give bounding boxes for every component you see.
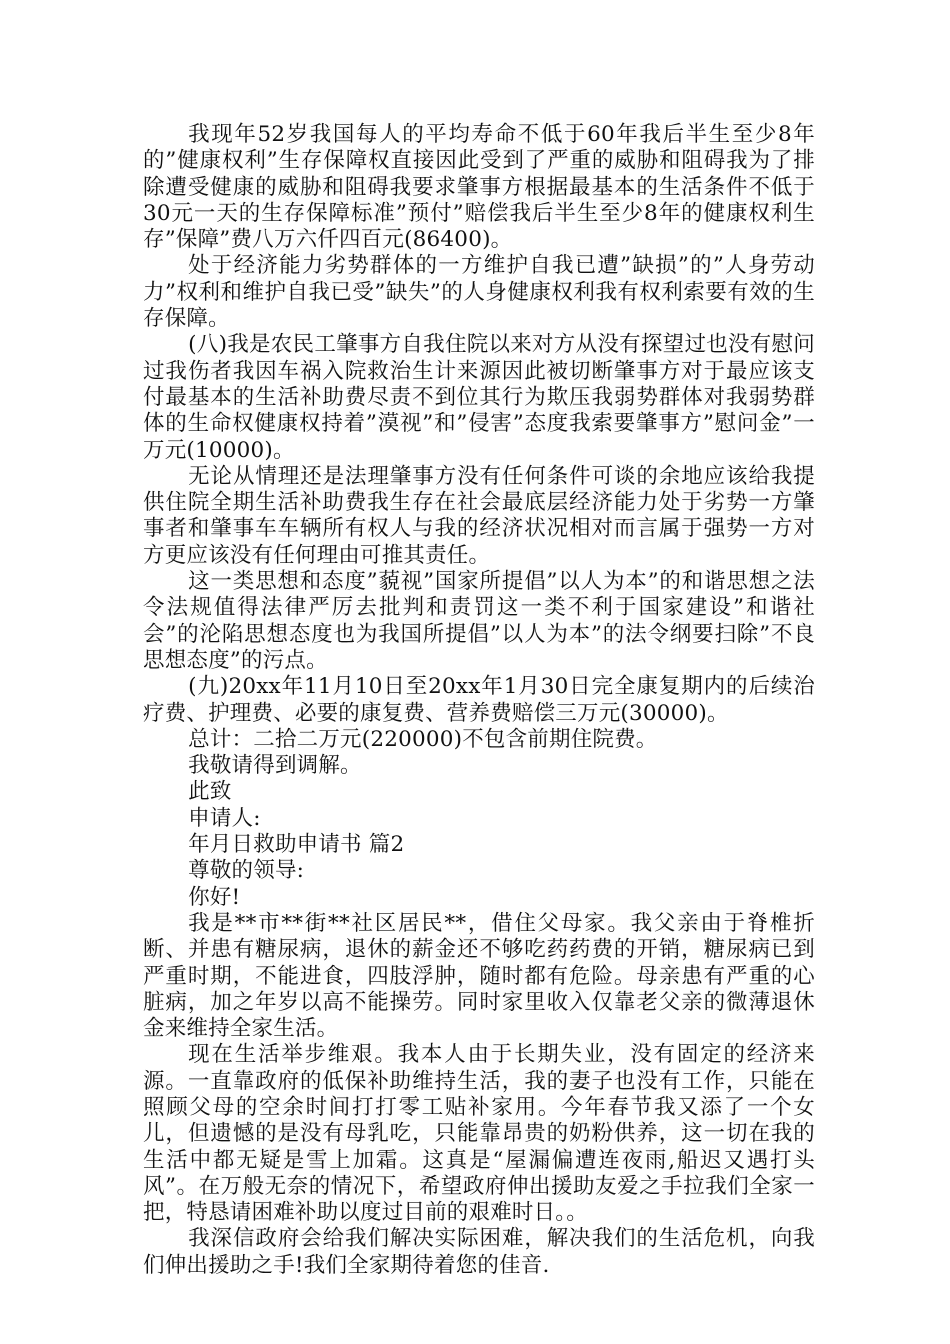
paragraph-item-8: (八)我是农民工肇事方自我住院以来对方从没有探望过也没有慰问过我伤者我因车祸入院救治生计来源因此被切断肇事方对于最应该支付最基本的生活补助费尽责不到位其行为欺压我弱势群体对我弱势群体的生命权健康权持着”漠视”和”侵害”态度我索要肇事方”慰问金”一万元(10000)。 (143, 332, 815, 463)
closing-salutation: 此致 (188, 779, 232, 805)
paragraph-survival-guarantee: 处于经济能力劣势群体的一方维护自我已遭”缺损”的”人身劳动力”权利和维护自我已受”缺失”的人身健康权利我有权利索要有效的生存保障。 (143, 253, 815, 332)
total-line: 总计：二拾二万元(220000)不包含前期住院费。 (188, 726, 658, 752)
paragraph-life-expectancy: 我现年52岁我国每人的平均寿命不低于60年我后半生至少8年的”健康权利”生存保障权直接因此受到了严重的威胁和阻碍我为了排除遭受健康的威胁和阻碍我要求肇事方根据最基本的生活条件不低于30元一天的生存保障标准”预付”赔偿我后半生至少8年的健康权利生存”保障”费八万六仟四百元(86400)。 (143, 122, 815, 253)
document-body (143, 122, 815, 1279)
section-heading-2: 年月日救助申请书 篇2 (188, 832, 405, 858)
paragraph-living-hardship: 现在生活举步维艰。我本人由于长期失业，没有固定的经济来源。一直靠政府的低保补助维持生活，我的妻子也没有工作，只能在照顾父母的空余时间打打零工贴补家用。今年春节我又添了一个女儿，但遗憾的是没有母乳吃，只能靠昂贵的奶粉供养，这一切在我的生活中都无疑是雪上加霜。这真是“屋漏偏遭连夜雨,船迟又遇打头风”。在万般无奈的情况下，希望政府伸出援助友爱之手拉我们全家一把，特恳请困难补助以度过目前的艰难时日。。 (143, 1042, 815, 1226)
mediation-request-line: 我敬请得到调解。 (188, 753, 362, 779)
applicant-label: 申请人: (188, 805, 261, 831)
paragraph-closing-hope: 我深信政府会给我们解决实际困难，解决我们的生活危机，向我们伸出援助之手!我们全家期待着您的佳音. (143, 1226, 815, 1278)
paragraph-family-situation: 我是**市**街**社区居民**，借住父母家。我父亲由于脊椎折断、并患有糖尿病，退休的薪金还不够吃药药费的开销，糖尿病已到严重时期，不能进食，四肢浮肿，随时都有危险。母亲患有严重的心脏病，加之年岁以高不能操劳。同时家里收入仅靠老父亲的微薄退休金来维持全家生活。 (143, 910, 815, 1042)
paragraph-responsibility: 无论从情理还是法理肇事方没有任何条件可谈的余地应该给我提供住院全期生活补助费我生存在社会最底层经济能力处于劣势一方肇事者和肇事车车辆所有权人与我的经济状况相对而言属于强势一方对方更应该没有任何理由可推其责任。 (143, 463, 815, 568)
greeting-recipient: 尊敬的领导: (188, 858, 305, 884)
paragraph-item-9: (九)20xx年11月10日至20xx年1月30日完全康复期内的后续治疗费、护理费、必要的康复费、营养费赔偿三万元(30000)。 (143, 674, 815, 726)
paragraph-attitude: 这一类思想和态度”藐视”国家所提倡”以人为本”的和谐思想之法令法规值得法律严厉去批判和责罚这一类不利于国家建设”和谐社会”的沦陷思想态度也为我国所提倡”以人为本”的法令纲要扫除”不良思想态度”的污点。 (143, 569, 815, 673)
greeting-hello: 你好! (188, 884, 241, 910)
